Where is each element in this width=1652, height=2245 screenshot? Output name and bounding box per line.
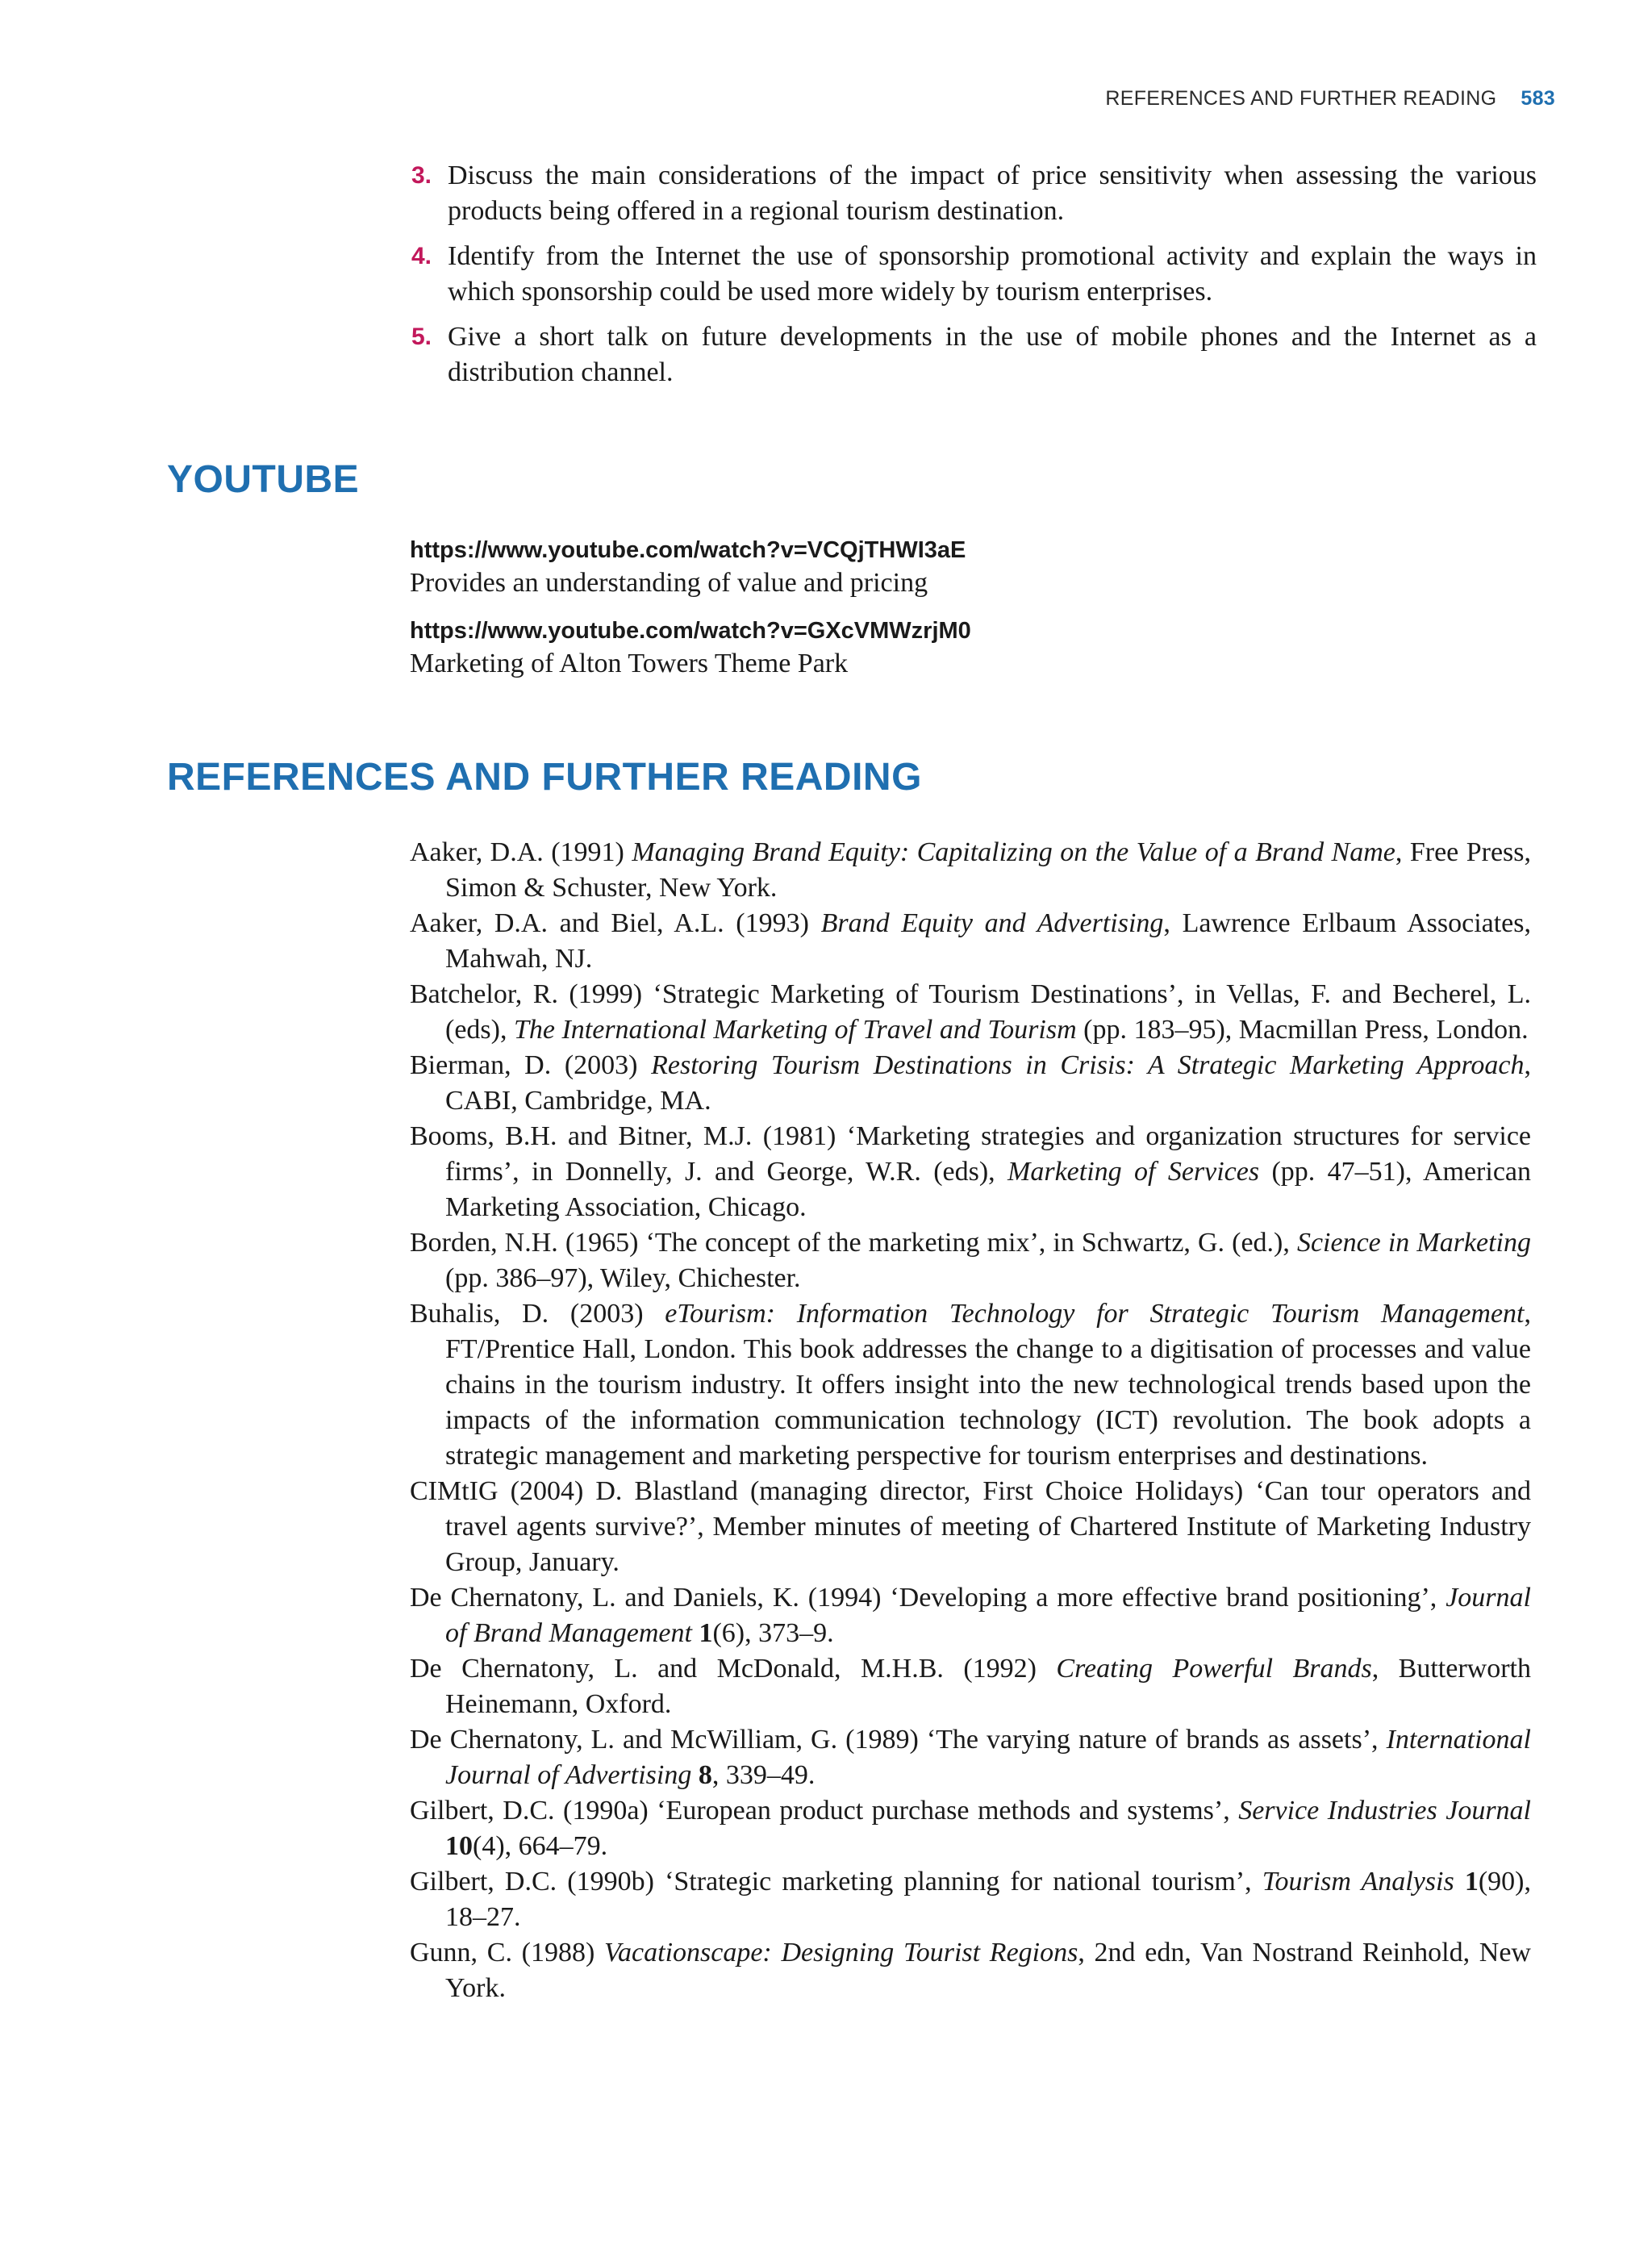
youtube-description: Marketing of Alton Towers Theme Park bbox=[410, 649, 849, 678]
question-item bbox=[403, 158, 1537, 229]
reference-text: , FT/Prentice Hall, London. This book addresses the change to a digitisation of processes and value chains in the tourism industry. It offers insight into the new technological trends based upon the impacts of the information communication technology (ICT) revolution. The book adopts a strategic management and marketing perspective for tourism enterprises and destinations. bbox=[445, 1299, 1531, 1471]
reference-text bbox=[1454, 1867, 1465, 1897]
reference-item bbox=[410, 1651, 1531, 1722]
reference-volume: 10 bbox=[445, 1831, 473, 1861]
reference-item bbox=[410, 906, 1531, 977]
reference-text: , Butterworth Heinemann, Oxford. bbox=[445, 1654, 1531, 1719]
running-title: REFERENCES AND FURTHER READING bbox=[1105, 87, 1497, 110]
reference-volume: 1 bbox=[1464, 1867, 1479, 1897]
page-number: 583 bbox=[1521, 87, 1555, 110]
reference-item bbox=[410, 1474, 1531, 1580]
reference-title: Managing Brand Equity: Capitalizing on the Value of a Brand Name bbox=[632, 837, 1395, 867]
reference-volume: 1 bbox=[699, 1618, 713, 1648]
youtube-entry bbox=[410, 535, 1539, 601]
question-number: 5. bbox=[411, 323, 432, 350]
reference-item bbox=[410, 1119, 1531, 1225]
reference-text: (pp. 47–51), American Marketing Association, Chicago. bbox=[445, 1157, 1532, 1222]
reference-text: Gunn, C. (1988) bbox=[410, 1938, 605, 1968]
reference-text: (90), 18–27. bbox=[445, 1867, 1531, 1932]
reference-text: Gilbert, D.C. (1990a) ‘European product purchase methods and systems’, bbox=[410, 1796, 1239, 1826]
reference-title: Science in Marketing bbox=[1296, 1228, 1531, 1258]
reference-title: Marketing of Services bbox=[1007, 1157, 1260, 1187]
reference-title: Tourism Analysis bbox=[1262, 1867, 1454, 1897]
reference-text: Borden, N.H. (1965) ‘The concept of the marketing mix’, in Schwartz, G. (ed.), bbox=[410, 1228, 1297, 1258]
reference-text: De Chernatony, L. and McDonald, M.H.B. (1992) bbox=[410, 1654, 1057, 1684]
reference-text: Aaker, D.A. and Biel, A.L. (1993) bbox=[410, 908, 821, 938]
youtube-link[interactable]: https://www.youtube.com/watch?v=GXcVMWzrjM0 bbox=[410, 618, 971, 644]
reference-text: (4), 664–79. bbox=[473, 1831, 608, 1861]
running-head bbox=[1105, 87, 1555, 111]
reference-text: , 2nd edn, Van Nostrand Reinhold, New York. bbox=[445, 1938, 1531, 2003]
reference-title: Restoring Tourism Destinations in Crisis: A Strategic Marketing Approach bbox=[651, 1050, 1525, 1080]
reference-text: Aaker, D.A. (1991) bbox=[410, 837, 632, 867]
reference-text: (pp. 183–95), Macmillan Press, London. bbox=[1076, 1015, 1529, 1045]
reference-text bbox=[691, 1760, 699, 1790]
reference-title: eTourism: Information Technology for Strategic Tourism Management bbox=[665, 1299, 1525, 1329]
question-number: 4. bbox=[411, 243, 432, 269]
reference-title: Creating Powerful Brands bbox=[1056, 1654, 1372, 1684]
reference-title: Vacationscape: Designing Tourist Regions bbox=[604, 1938, 1078, 1968]
reference-text: De Chernatony, L. and Daniels, K. (1994) ‘Developing a more effective brand positioning’, bbox=[410, 1583, 1446, 1613]
youtube-heading: YOUTUBE bbox=[167, 458, 360, 501]
reference-text: , 339–49. bbox=[711, 1760, 816, 1790]
discussion-questions bbox=[403, 158, 1537, 400]
reference-text: , Free Press, Simon & Schuster, New York. bbox=[445, 837, 1532, 903]
reference-title: International Journal of Advertising bbox=[445, 1725, 1531, 1790]
reference-text: , Lawrence Erlbaum Associates, Mahwah, NJ. bbox=[445, 908, 1531, 974]
reference-item bbox=[410, 1580, 1531, 1651]
reference-text: CIMtIG (2004) D. Blastland (managing director, First Choice Holidays) ‘Can tour operators and travel agents survive?’, Member minutes of meeting of Chartered Institute of Marketing Industry Group, January. bbox=[410, 1476, 1531, 1577]
reference-text: Buhalis, D. (2003) bbox=[410, 1299, 665, 1329]
reference-title: Service Industries Journal bbox=[1238, 1796, 1531, 1826]
reference-item bbox=[410, 1793, 1531, 1864]
reference-item bbox=[410, 977, 1531, 1048]
reference-item bbox=[410, 1864, 1531, 1935]
references-heading: REFERENCES AND FURTHER READING bbox=[167, 756, 922, 799]
reference-text: Booms, B.H. and Bitner, M.J. (1981) ‘Marketing strategies and organization structures for service firms’, in Donnelly, J. and George, W.R. (eds), bbox=[410, 1121, 1531, 1187]
question-item bbox=[403, 319, 1537, 390]
reference-title: Journal of Brand Management bbox=[445, 1583, 1531, 1648]
question-text: Give a short talk on future developments in the use of mobile phones and the Internet as a distribution channel. bbox=[448, 322, 1537, 387]
reference-title: Brand Equity and Advertising bbox=[820, 908, 1164, 938]
reference-item bbox=[410, 1722, 1531, 1793]
reference-item bbox=[410, 835, 1531, 906]
reference-text: (6), 373–9. bbox=[712, 1618, 834, 1648]
reference-text: Gilbert, D.C. (1990b) ‘Strategic marketing planning for national tourism’, bbox=[410, 1867, 1262, 1897]
reference-text: Bierman, D. (2003) bbox=[410, 1050, 652, 1080]
reference-volume: 8 bbox=[698, 1760, 712, 1790]
reference-text: (pp. 386–97), Wiley, Chichester. bbox=[445, 1263, 801, 1293]
question-number: 3. bbox=[411, 162, 432, 189]
question-text: Discuss the main considerations of the impact of price sensitivity when assessing the various products being offered in a regional tourism destination. bbox=[448, 161, 1537, 226]
reference-text: , CABI, Cambridge, MA. bbox=[445, 1050, 1531, 1116]
reference-item bbox=[410, 1225, 1531, 1296]
question-text: Identify from the Internet the use of sponsorship promotional activity and explain the ways in which sponsorship could be used more widely by tourism enterprises. bbox=[448, 241, 1537, 307]
youtube-description: Provides an understanding of value and pricing bbox=[410, 568, 928, 598]
youtube-entry bbox=[410, 615, 1539, 682]
reference-item bbox=[410, 1048, 1531, 1119]
reference-item bbox=[410, 1935, 1531, 2006]
reference-text: Batchelor, R. (1999) ‘Strategic Marketing of Tourism Destinations’, in Vellas, F. and Becherel, L. (eds), bbox=[410, 979, 1531, 1045]
reference-title: The International Marketing of Travel and Tourism bbox=[513, 1015, 1077, 1045]
reference-list bbox=[410, 835, 1531, 2006]
question-item bbox=[403, 239, 1537, 310]
reference-text: De Chernatony, L. and McWilliam, G. (1989) ‘The varying nature of brands as assets’, bbox=[410, 1725, 1387, 1755]
reference-item bbox=[410, 1296, 1531, 1474]
youtube-link[interactable]: https://www.youtube.com/watch?v=VCQjTHWI3aE bbox=[410, 537, 966, 563]
youtube-list bbox=[410, 535, 1539, 696]
